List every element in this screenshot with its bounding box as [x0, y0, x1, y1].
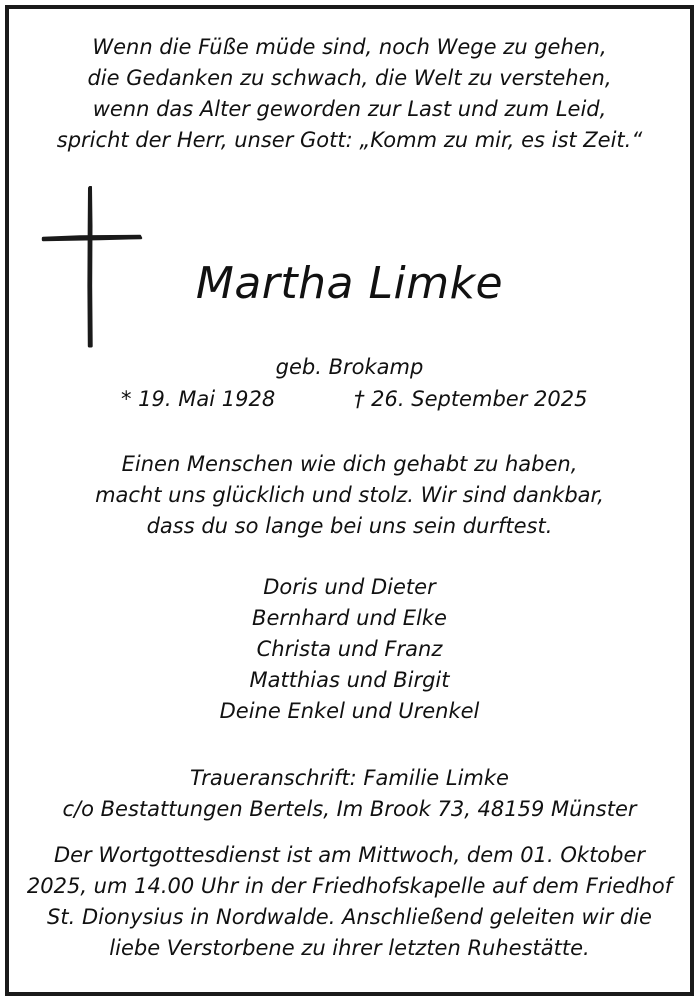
poem-line: wenn das Alter geworden zur Last und zum Leid, — [92, 97, 607, 121]
address-line: c/o Bestattungen Bertels, Im Brook 73, 48159 Münster — [62, 797, 637, 821]
mourners-list — [0, 572, 699, 727]
mourner-item: Bernhard und Elke — [252, 606, 447, 630]
birth-date: * 19. Mai 1928 — [121, 387, 276, 411]
opening-poem — [0, 32, 699, 156]
deceased-name: Martha Limke — [195, 258, 504, 309]
service-line: liebe Verstorbene zu ihrer letzten Ruhestätte. — [109, 936, 590, 960]
verse-line: macht uns glücklich und stolz. Wir sind dankbar, — [95, 483, 604, 507]
poem-line: Wenn die Füße müde sind, noch Wege zu gehen, — [92, 35, 607, 59]
service-line: 2025, um 14.00 Uhr in der Friedhofskapelle auf dem Friedhof — [26, 874, 673, 898]
birth-name — [0, 352, 699, 383]
address-line: Traueranschrift: Familie Limke — [190, 766, 509, 790]
life-dates — [0, 384, 699, 415]
condolence-address — [0, 763, 699, 825]
funeral-service-info — [0, 840, 699, 964]
verse-line: Einen Menschen wie dich gehabt zu haben, — [121, 452, 578, 476]
service-line: Der Wortgottesdienst ist am Mittwoch, dem 01. Oktober — [53, 843, 646, 867]
mourner-item: Christa und Franz — [256, 637, 443, 661]
mourner-item: Deine Enkel und Urenkel — [219, 699, 480, 723]
mourner-item: Doris und Dieter — [263, 575, 436, 599]
birth-name-text: geb. Brokamp — [275, 355, 424, 379]
death-date: † 26. September 2025 — [354, 387, 588, 411]
mourner-item: Matthias und Birgit — [249, 668, 450, 692]
service-line: St. Dionysius in Nordwalde. Anschließend geleiten wir die — [47, 905, 652, 929]
verse-line: dass du so lange bei uns sein durftest. — [146, 514, 553, 538]
poem-line: die Gedanken zu schwach, die Welt zu verstehen, — [87, 66, 612, 90]
poem-line: spricht der Herr, unser Gott: „Komm zu mir, es ist Zeit.“ — [56, 128, 643, 152]
farewell-verse — [0, 449, 699, 542]
